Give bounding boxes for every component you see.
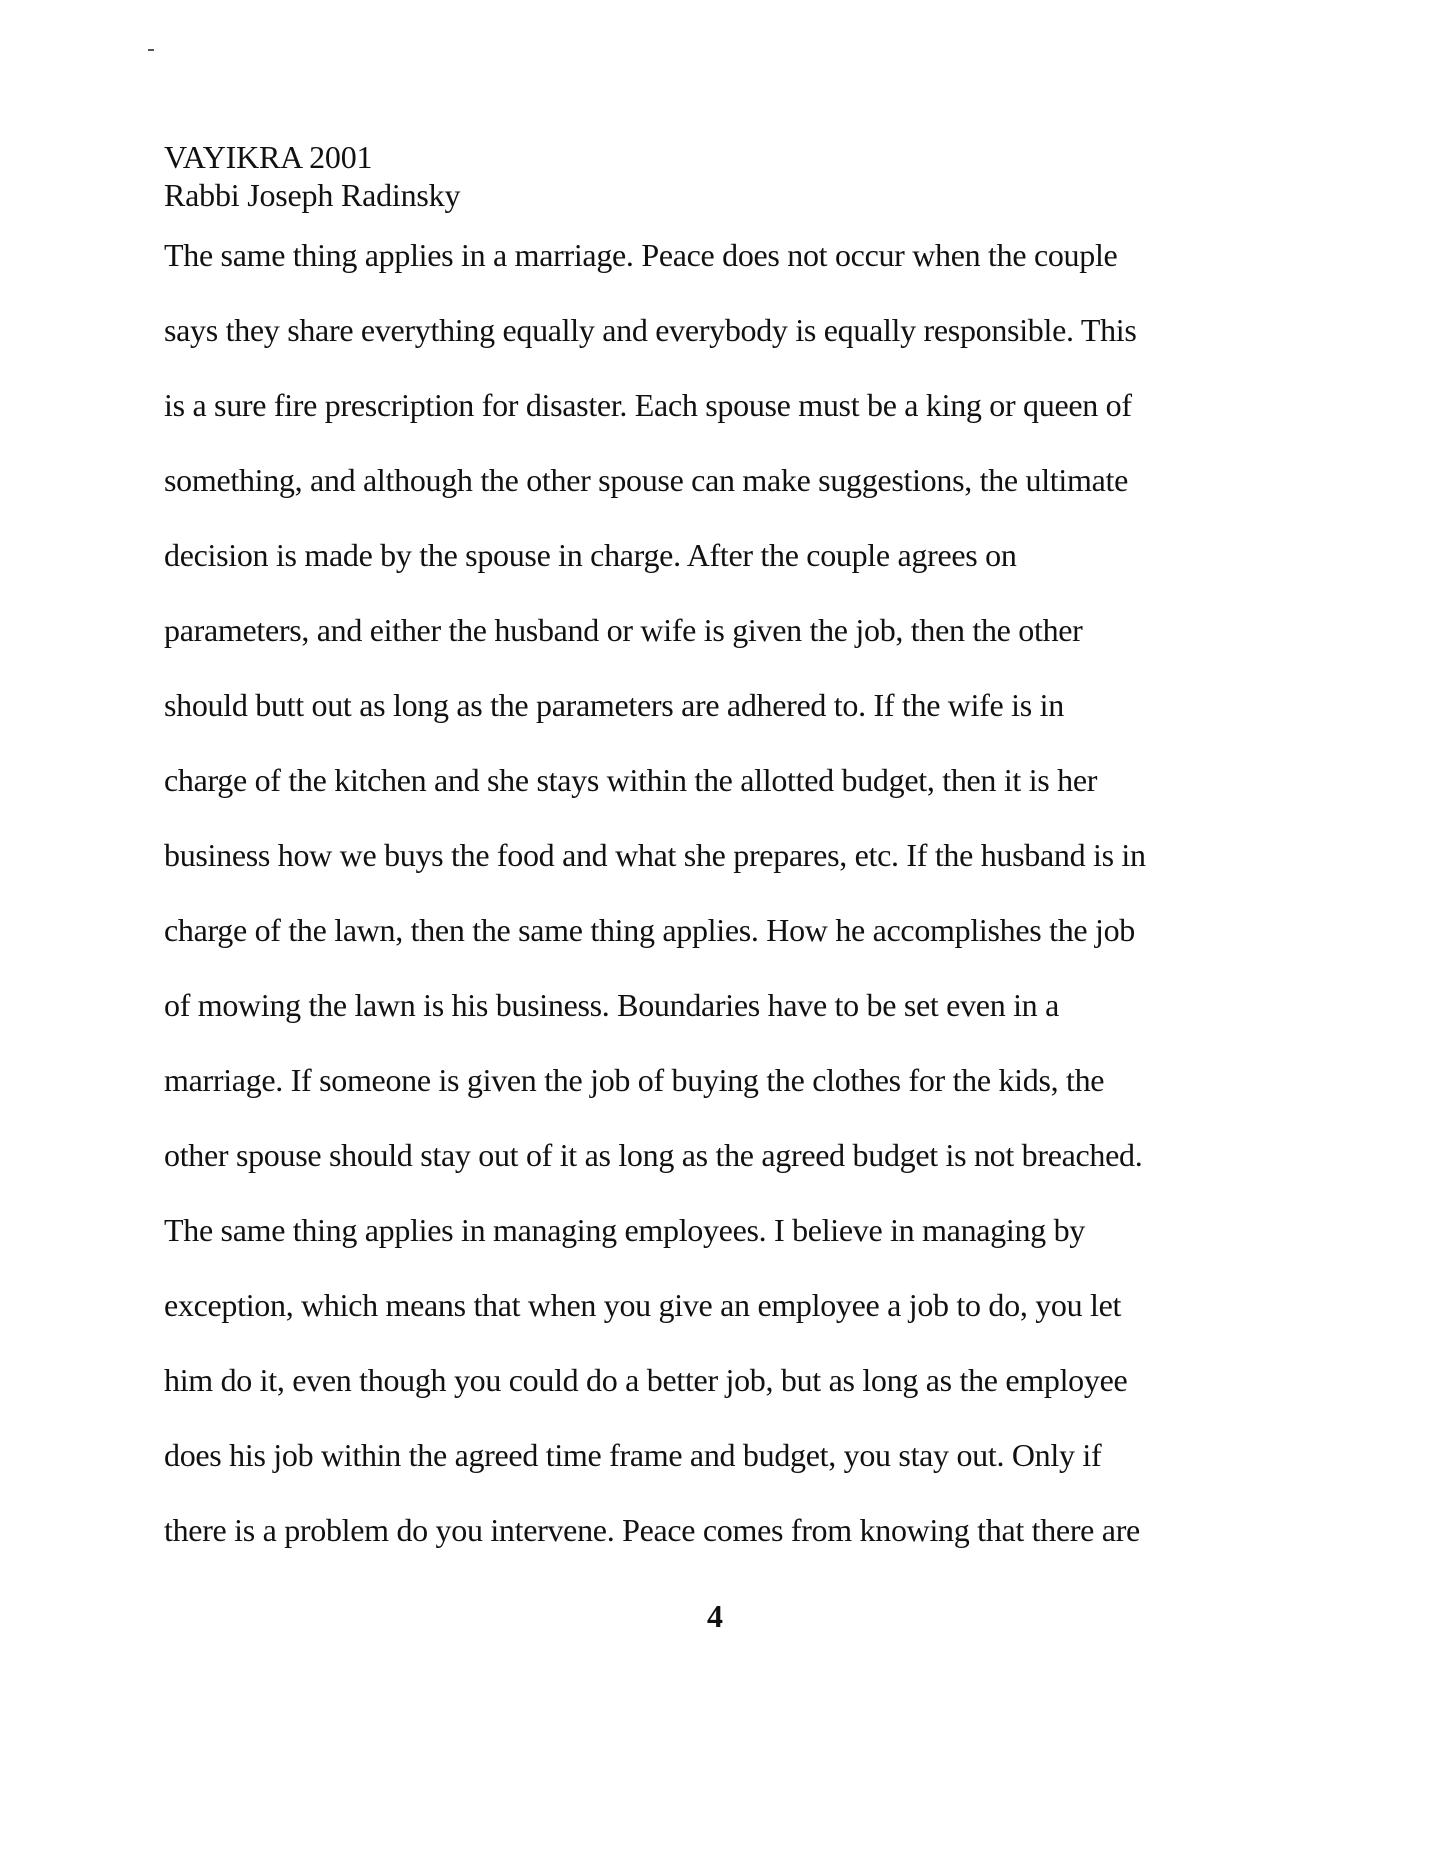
document-header [164,138,460,214]
text-line: something, and although the other spouse can make suggestions, the ultimate [164,462,1128,498]
text-line: marriage. If someone is given the job of buying the clothes for the kids, the [164,1062,1105,1098]
text-line: should butt out as long as the parameters are adhered to. If the wife is in [164,687,1064,723]
text-line: decision is made by the spouse in charge. After the couple agrees on [164,537,1017,573]
text-line: is a sure fire prescription for disaster. Each spouse must be a king or queen of [164,387,1132,423]
body-text [164,236,1274,1586]
text-line: there is a problem do you intervene. Peace comes from knowing that there are [164,1512,1140,1548]
text-line: of mowing the lawn is his business. Boundaries have to be set even in a [164,987,1059,1023]
text-line: parameters, and either the husband or wife is given the job, then the other [164,612,1083,648]
text-line: him do it, even though you could do a better job, but as long as the employee [164,1362,1128,1398]
text-line: charge of the kitchen and she stays within the allotted budget, then it is her [164,762,1098,798]
page-number: 4 [707,1598,723,1634]
text-line: other spouse should stay out of it as long as the agreed budget is not breached. [164,1137,1143,1173]
text-line: business how we buys the food and what she prepares, etc. If the husband is in [164,837,1146,873]
document-title: VAYIKRA 2001 [164,139,373,175]
text-line: exception, which means that when you give an employee a job to do, you let [164,1287,1122,1323]
scan-speck [148,49,154,51]
text-line: charge of the lawn, then the same thing applies. How he accomplishes the job [164,912,1135,948]
document-author: Rabbi Joseph Radinsky [164,177,461,213]
text-line: The same thing applies in a marriage. Peace does not occur when the couple [164,237,1118,273]
text-line: does his job within the agreed time frame and budget, you stay out. Only if [164,1437,1102,1473]
text-line: The same thing applies in managing employees. I believe in managing by [164,1212,1085,1248]
text-line: says they share everything equally and everybody is equally responsible. This [164,312,1137,348]
